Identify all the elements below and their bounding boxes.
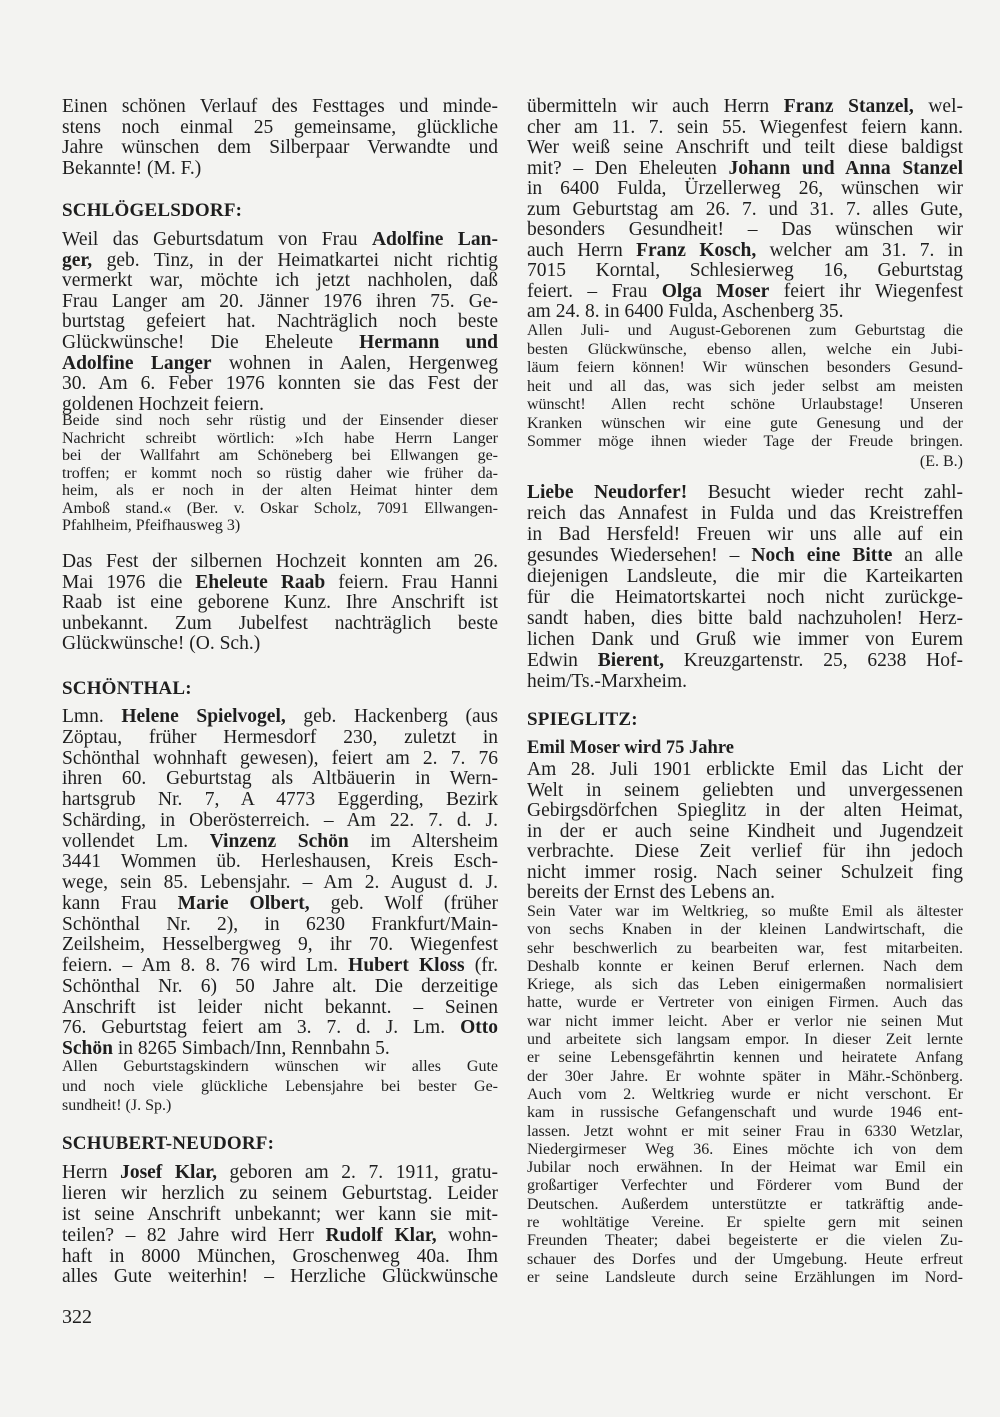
text-line: Schärding, in Oberösterreich. – Am 22. 7. d. J. — [62, 809, 498, 831]
text-line: Sein Vater war im Weltkrieg, so mußte Emil als ältester — [527, 903, 963, 920]
section-heading — [527, 709, 963, 731]
bold-name: Marie Olbert, — [177, 892, 310, 914]
text-line: schauer des Dorfes und der Umgebung. Heute erfreut — [527, 1250, 963, 1268]
text-line: lieren wir herzlich zu seinem Geburtstag. Leider — [62, 1182, 498, 1204]
text-line: am 24. 8. in 6400 Fulda, Aschenberg 35. — [527, 301, 844, 322]
bold-name: Otto — [460, 1017, 498, 1039]
text-line: Pfahlheim, Pfeifhausweg 3) — [62, 517, 241, 534]
bold-name: Hubert Kloss — [348, 955, 465, 976]
section-heading — [62, 1133, 498, 1155]
bold-name: Liebe Neudorfer! — [527, 482, 688, 503]
bold-name: ger, — [62, 249, 93, 271]
text-line: SCHLÖGELSDORF: — [62, 200, 243, 221]
left-column — [62, 0, 498, 1417]
text-line: Zeilsheim, Hesselbergweg 9, ihr 70. Wiegenfest — [62, 934, 498, 956]
bold-name: Eheleute Raab — [195, 571, 326, 593]
text-line: vermerkt war, möchte ich jetzt nachholen, daß — [62, 270, 498, 292]
text-line: lichen Dank und Gruß wie immer von Eurem — [527, 629, 963, 650]
text-line: sundheit! (J. Sp.) — [62, 1097, 172, 1114]
text-line: Adolfine Langer wohnen in Aalen, Hergenweg — [62, 352, 498, 374]
right-column — [527, 0, 963, 1417]
text-line: SCHUBERT-NEUDORF: — [62, 1133, 275, 1154]
text-line: besten Glückwünsche, ebenso allen, welche ein Jubi- — [527, 340, 963, 358]
text-line: Weil das Geburtsdatum von Frau Adolfine Lan- — [62, 229, 498, 250]
section-heading — [62, 200, 498, 222]
text-line: Welt in seinem geliebten und unvergessenen — [527, 779, 963, 801]
bold-name: Adolfine Langer — [62, 352, 212, 374]
text-line: Herrn Josef Klar, geboren am 2. 7. 1911, gratu- — [62, 1162, 498, 1183]
text-line: nicht immer rosig. Nach seiner Schulzeit fing — [527, 861, 963, 883]
text-line: sehr beschwerlich zu bearbeiten war, fest mitarbeiten. — [527, 939, 963, 957]
text-line: übermitteln wir auch Herrn Franz Stanzel, wel- — [527, 96, 964, 117]
text-line: der 30er Jahre. Er wohnte später in Mähr.-Schönberg. — [527, 1067, 963, 1085]
text-line: verbrachte. Diese Zeit verlief für ihn jedoch — [527, 841, 963, 862]
text-line: Freunden Theater; dabei begeisterte er die vielen Zu- — [527, 1232, 963, 1250]
text-line: heim, als er noch in der alten Heimat hinter dem — [62, 482, 498, 499]
text-line: sandt haben, dies bitte bald nachzuholen! Herz- — [527, 608, 963, 629]
text-line: Allen Geburtstagskindern wünschen wir alles Gute — [62, 1058, 498, 1075]
text-line: von sechs Knaben in der kleinen Landwirtschaft, die — [527, 921, 963, 939]
text-line: 76. Geburtstag feiert am 3. 7. d. J. Lm. Otto — [62, 1017, 498, 1039]
text-line: (E. B.) — [919, 453, 963, 470]
text-line: SPIEGLITZ: — [527, 709, 638, 730]
text-line: hartsgrub Nr. 7, A 4773 Eggerding, Bezirk — [62, 789, 498, 810]
text-line: Bekannte! (M. F.) — [62, 157, 202, 179]
text-line: gesundes Wiedersehen! – Noch eine Bitte an alle — [527, 545, 963, 566]
text-line: Amboß stand.« (Ber. v. Oskar Scholz, 7091 Ellwangen- — [62, 499, 498, 517]
bold-name: Schön — [62, 1038, 113, 1059]
paragraph — [62, 97, 498, 179]
text-line: er seine Landsleute durch seine Erzählungen im Nord- — [527, 1268, 963, 1286]
text-line: war nicht immer leicht. Aber er verlor nie seinen Mut — [527, 1012, 963, 1030]
text-line: 30. Am 6. Feber 1976 konnten sie das Fest der — [62, 373, 498, 395]
text-line: wege, sein 85. Lebensjahr. – Am 2. August d. J. — [62, 872, 498, 893]
bold-name: Franz Stanzel, — [783, 96, 914, 117]
paragraph — [527, 760, 963, 904]
text-line: wünscht! Allen recht schöne Urlaubstage! Unseren — [527, 396, 963, 413]
bold-name: Helene Spielvogel, — [121, 706, 286, 727]
text-line: Deutschen. Außerdem unterstützte er tatkräftig ande- — [527, 1195, 963, 1213]
text-line: Liebe Neudorfer! Besucht wieder recht zahl- — [527, 482, 963, 503]
bold-name: Bierent, — [597, 650, 664, 671]
paragraph — [527, 97, 963, 323]
text-line: stens noch einmal 25 gemeinsame, glückliche — [62, 116, 498, 138]
paragraph — [62, 1163, 498, 1288]
paragraph — [62, 552, 498, 655]
text-line: unbekannt. Zum Jubelfest nachträglich beste — [62, 612, 498, 634]
text-line: feiern. – Am 8. 8. 76 wird Lm. Hubert Kloss (fr. — [62, 955, 498, 976]
text-line: großartiger Verfechter und Förderer vom Bund der — [527, 1177, 963, 1195]
page-number: 322 — [62, 1306, 92, 1328]
text-line: Das Fest der silbernen Hochzeit konnten am 26. — [62, 551, 498, 572]
text-line: mit? – Den Eheleuten Johann und Anna Stanzel — [527, 157, 963, 179]
text-line: Kriege, als sich das Leben einigermaßen normalisiert — [527, 976, 963, 994]
text-line: kann Frau Marie Olbert, geb. Wolf (früher — [62, 892, 498, 914]
text-line: Beide sind noch sehr rüstig und der Einsender dieser — [62, 412, 498, 429]
text-line: diejenigen Landsleute, die mir die Karteikarten — [527, 566, 963, 587]
text-line: Lmn. Helene Spielvogel, geb. Hackenberg (aus — [62, 706, 498, 727]
text-line: und arbeitete sich langsam empor. In dieser Zeit lernte — [527, 1031, 963, 1049]
text-line: 7015 Korntal, Schlesierweg 16, Geburtstag — [527, 260, 963, 281]
text-line: Raab ist eine geborene Kunz. Ihre Anschrift ist — [62, 592, 498, 614]
text-line: Glückwünsche! Die Eheleute Hermann und — [62, 331, 499, 353]
text-line: Einen schönen Verlauf des Festtages und minde- — [62, 96, 498, 117]
text-line: Kranken wünschen wir eine gute Genesung und der — [527, 414, 963, 432]
bold-name: Vinzenz Schön — [209, 830, 349, 852]
bold-name: Rudolf Klar, — [325, 1224, 437, 1246]
text-line: Glückwünsche! (O. Sch.) — [62, 633, 261, 655]
text-line: Zöptau, früher Hermesdorf 230, zuletzt in — [62, 726, 498, 748]
text-line: und noch viele glückliche Lebensjahre bei bester Ge- — [62, 1077, 498, 1095]
text-line: Wer weiß seine Anschrift und teilt diese baldigst — [527, 137, 963, 158]
text-line: ist seine Anschrift unbekannt; wer kann sie mit- — [62, 1203, 498, 1225]
text-line: alles Gute weiterhin! – Herzliche Glückwünsche — [62, 1266, 498, 1288]
text-line: Schön in 8265 Simbach/Inn, Rennbahn 5. — [62, 1038, 390, 1059]
small-print-paragraph — [527, 903, 963, 1287]
article-subheading — [527, 737, 963, 759]
text-line: lassen. Jetzt wohnt er mit seiner Frau in 6330 Wetzlar, — [527, 1122, 963, 1140]
text-line: bei der Wallfahrt am Schöneberg bei Ellwangen ge- — [62, 447, 498, 464]
text-line: Jubilar noch erwähnen. In der Heimat war Emil ein — [527, 1159, 963, 1177]
text-line: re wohltätige Vereine. Er spielte gern mit seinen — [527, 1214, 963, 1232]
small-print-paragraph — [62, 1057, 498, 1116]
bold-name: Olga Moser — [661, 280, 770, 302]
text-line: feiert. – Frau Olga Moser feiert ihr Wiegenfest — [527, 280, 964, 302]
text-line: läum feiern können! Wir wünschen besonders Gesund- — [527, 359, 963, 376]
text-line: zum Geburtstag am 26. 7. und 31. 7. alles Gute, — [527, 198, 963, 220]
small-print-paragraph — [527, 322, 963, 452]
text-line: Schönthal Nr. 2), in 6230 Frankfurt/Main- — [62, 913, 498, 935]
text-line: Schönthal wohnhaft gewesen), feiert am 2. 7. 76 — [62, 747, 498, 769]
text-line: Deshalb konnte er keinen Beruf erlernen. Nach dem — [527, 957, 963, 975]
text-line: goldenen Hochzeit feiern. — [62, 393, 264, 415]
text-line: haft in 8000 München, Groschenweg 40a. Ihm — [62, 1245, 498, 1267]
text-line: ger, geb. Tinz, in der Heimatkartei nicht richtig — [62, 249, 498, 271]
paragraph — [527, 482, 963, 692]
bold-name: Hermann und — [359, 331, 499, 353]
text-line: Nachricht schreibt wörtlich: »Ich habe Herrn Langer — [62, 429, 498, 447]
text-line: in der er auch seine Kindheit und Jugendzeit — [527, 820, 963, 842]
text-line: 3441 Wommen üb. Herleshausen, Kreis Esch- — [62, 851, 498, 873]
bold-name: Franz Kosch, — [636, 239, 757, 261]
text-line: auch Herrn Franz Kosch, welcher am 31. 7. in — [527, 239, 963, 261]
text-line: Am 28. Juli 1901 erblickte Emil das Licht der — [527, 759, 963, 780]
text-line: bereits der Ernst des Lebens an. — [527, 882, 775, 903]
text-line: heit und all das, was sich jeder selbst am meisten — [527, 377, 963, 395]
text-line: vollendet Lm. Vinzenz Schön im Altersheim — [62, 830, 499, 852]
text-line: Emil Moser wird 75 Jahre — [527, 738, 734, 758]
text-line: Sommer möge ihnen wieder Tage der Freude bringen. — [527, 433, 963, 450]
text-line: troffen; er kommt noch so rüstig daher wie früher da- — [62, 464, 498, 482]
text-line: SCHÖNTHAL: — [62, 678, 192, 699]
text-line: Gebirgsdörfchen Spieglitz in der alten Heimat, — [527, 800, 963, 821]
text-line: er seine Lebensgefährtin kennen und heiratete Anfang — [527, 1049, 963, 1067]
text-line: ihren 60. Geburtstag als Altbäuerin in Wern- — [62, 768, 498, 790]
text-line: hatte, wurde er Vertreter von einigen Firmen. Auch das — [527, 994, 963, 1012]
paragraph — [62, 230, 498, 415]
text-line: Jahre wünschen dem Silberpaar Verwandte und — [62, 137, 498, 159]
text-line: in 6400 Fulda, Ürzellerweg 26, wünschen wir — [527, 178, 963, 199]
text-line: cher am 11. 7. sein 55. Wiegenfest feiern kann. — [527, 116, 963, 138]
text-line: Edwin Bierent, Kreuzgartenstr. 25, 6238 Hof- — [527, 650, 963, 671]
text-line: teilen? – 82 Jahre wird Herr Rudolf Klar, wohn- — [62, 1224, 499, 1246]
bold-name: Josef Klar, — [120, 1162, 217, 1183]
text-line: in Bad Hersfeld! Freuen wir uns alle auf ein — [527, 524, 963, 545]
section-heading — [62, 678, 498, 700]
text-line: Anschrift ist leider nicht bekannt. – Seinen — [62, 996, 498, 1018]
text-line: burtstag gefeiert hat. Nachträglich noch beste — [62, 311, 498, 333]
text-line: kam in russische Gefangenschaft und wurde 1946 ent- — [527, 1104, 963, 1122]
text-line: Niedergirmeser Weg 36. Eines möchte ich von dem — [527, 1140, 963, 1158]
bold-name: Noch eine Bitte — [751, 545, 893, 566]
text-line: Frau Langer am 20. Jänner 1976 ihren 75. Ge- — [62, 290, 498, 312]
text-line: heim/Ts.-Marxheim. — [527, 671, 688, 692]
text-line: besonders Gesundheit! – Das wünschen wir — [527, 219, 963, 240]
signature — [527, 453, 963, 471]
text-line: Mai 1976 die Eheleute Raab feiern. Frau Hanni — [62, 571, 499, 593]
text-line: reich das Annafest in Fulda und das Kreistreffen — [527, 503, 963, 524]
bold-name: Adolfine Lan- — [371, 229, 498, 250]
small-print-paragraph — [62, 412, 498, 535]
text-line: Allen Juli- und August-Geborenen zum Geburtstag die — [527, 322, 963, 339]
text-line: für die Heimatortskartei noch nicht zurückge- — [527, 587, 963, 608]
paragraph — [62, 707, 498, 1060]
text-line: Auch vom 2. Weltkrieg wurde er nicht verschont. Er — [527, 1085, 963, 1103]
bold-name: Johann und Anna Stanzel — [728, 157, 963, 179]
text-line: Schönthal Nr. 6) 50 Jahre alt. Die derzeitige — [62, 975, 498, 997]
